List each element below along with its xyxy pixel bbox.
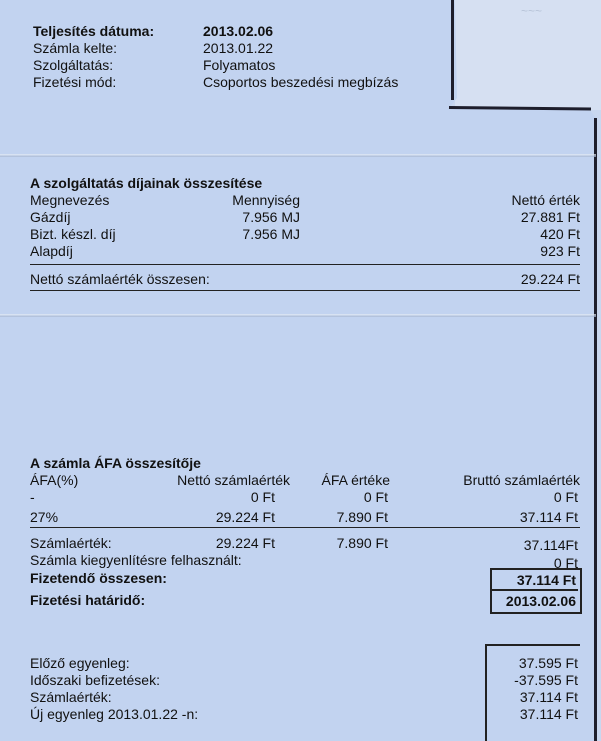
fold-line-upper	[0, 154, 596, 157]
period-payments-value: -37.595 Ft	[514, 672, 578, 688]
vat-row-vat: 7.890 Ft	[336, 509, 388, 525]
payment-method-label: Fizetési mód:	[33, 74, 117, 90]
net-total-value: 29.224 Ft	[520, 271, 580, 287]
service-row-net: 923 Ft	[540, 243, 580, 259]
vat-row-net: 29.224 Ft	[215, 509, 275, 525]
col-header-net: Nettó érték	[511, 192, 580, 208]
payable-box-divider	[492, 589, 578, 591]
vat-row-rate: -	[30, 489, 35, 505]
period-payments-label: Időszaki befizetések:	[30, 672, 160, 688]
col-header-name: Megnevezés	[30, 192, 110, 208]
fulfilment-date-label: Teljesítés dátuma:	[33, 23, 155, 39]
service-row-name: Alapdíj	[30, 243, 73, 259]
service-row-qty: 7.956 MJ	[242, 209, 300, 225]
service-value: Folyamatos	[203, 57, 276, 73]
vat-col-rate: ÁFA(%)	[30, 472, 79, 488]
new-balance-value: 37.114 Ft	[519, 706, 578, 722]
payment-deadline-value: 2013.02.06	[505, 593, 576, 609]
invoice-amount-value: 37.114 Ft	[519, 689, 578, 705]
service-row-name: Gázdíj	[30, 209, 71, 225]
vat-row-gross: 37.114 Ft	[519, 509, 578, 525]
bleed-through-mark: ~~~	[521, 4, 543, 18]
fold-line-lower	[0, 314, 596, 317]
vat-row-net: 0 Ft	[250, 489, 275, 505]
vat-row-vat: 0 Ft	[363, 489, 388, 505]
vat-col-vat: ÁFA értéke	[321, 472, 390, 488]
invoice-value-label: Számlaérték:	[30, 535, 112, 551]
paper-right-edge	[594, 118, 597, 741]
invoice-date-label: Számla kelte:	[33, 40, 118, 56]
vat-row-gross: 0 Ft	[553, 489, 578, 505]
new-balance-label: Új egyenleg 2013.01.22 -n:	[30, 706, 199, 722]
invoice-value-gross: 37.114Ft	[523, 537, 578, 553]
payment-deadline-label: Fizetési határidő:	[30, 592, 146, 608]
adjacent-form-background	[455, 0, 601, 110]
fulfilment-date-value: 2013.02.06	[203, 23, 274, 39]
payable-total-label: Fizetendő összesen:	[30, 570, 167, 586]
vat-rule	[30, 527, 580, 528]
tab-edge-vertical	[451, 0, 454, 100]
services-rule	[30, 264, 580, 265]
vat-title: A számla ÁFA összesítője	[30, 455, 201, 471]
invoice-date-value: 2013.01.22	[203, 40, 274, 56]
invoice-value-vat: 7.890 Ft	[336, 535, 388, 551]
services-title: A szolgáltatás díjainak összesítése	[30, 175, 263, 191]
balance-box-top	[485, 644, 580, 646]
invoice-amount-label: Számlaérték:	[30, 689, 112, 705]
net-total-label: Nettó számlaérték összesen:	[30, 271, 210, 287]
used-for-settlement-label: Számla kiegyenlítésre felhasznált:	[30, 552, 242, 568]
services-bottom-rule	[30, 290, 580, 291]
vat-col-net: Nettó számlaérték	[177, 472, 290, 488]
service-row-qty: 7.956 MJ	[242, 226, 300, 242]
payable-total-value: 37.114 Ft	[516, 572, 576, 588]
service-label: Szolgáltatás:	[33, 57, 114, 73]
vat-row-rate: 27%	[30, 509, 59, 525]
used-for-settlement-value: 0 Ft	[553, 555, 578, 571]
payment-method-value: Csoportos beszedési megbízás	[203, 74, 399, 90]
service-row-name: Bizt. készl. díj	[30, 226, 116, 242]
service-row-net: 27.881 Ft	[520, 209, 580, 225]
service-row-net: 420 Ft	[540, 226, 580, 242]
col-header-quantity: Mennyiség	[232, 192, 300, 208]
vat-col-gross: Bruttó számlaérték	[463, 472, 580, 488]
previous-balance-value: 37.595 Ft	[518, 655, 578, 671]
previous-balance-label: Előző egyenleg:	[30, 655, 130, 671]
balance-box-left	[485, 644, 487, 741]
invoice-value-net: 29.224 Ft	[215, 535, 275, 551]
